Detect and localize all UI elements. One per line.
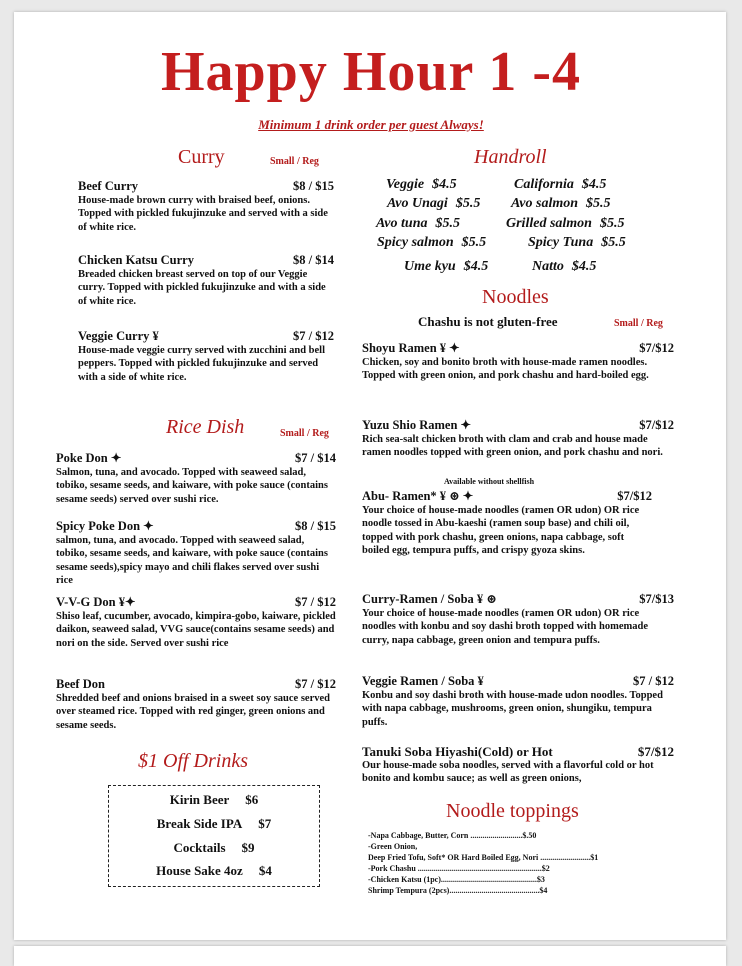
- handroll-price: $5.5: [435, 216, 460, 231]
- handroll-item: [386, 177, 457, 193]
- item-name: Veggie Ramen / Soba ¥: [362, 674, 484, 688]
- handroll-price: $5.5: [455, 196, 481, 211]
- topping-item: -Chicken Katsu (1pc)................................................$3: [368, 875, 545, 884]
- handroll-price: $4.5: [463, 259, 489, 274]
- handroll-item: [528, 235, 626, 251]
- handroll-item: [514, 177, 606, 193]
- handroll-name: Spicy salmon: [377, 235, 454, 250]
- handroll-price: $4.5: [581, 177, 607, 192]
- handroll-name: California: [514, 177, 574, 192]
- handroll-item: [376, 216, 460, 232]
- toppings-list: [368, 830, 668, 896]
- menu-item: [56, 452, 336, 506]
- handroll-price: $5.5: [599, 216, 625, 231]
- handroll-price: $5.5: [586, 196, 611, 211]
- topping-item: Deep Fried Tofu, Soft* OR Hard Boiled Egg, Nori .........................$1: [368, 853, 599, 862]
- drink-name: House Sake 4oz: [156, 863, 243, 878]
- handroll-name: Avo tuna: [376, 216, 428, 231]
- item-price: $7/$12: [637, 744, 674, 759]
- drink-item: [109, 863, 319, 879]
- item-name: Tanuki Soba Hiyashi(Cold) or Hot: [362, 744, 553, 759]
- toppings-heading: Noodle toppings: [446, 800, 579, 822]
- item-description: Breaded chicken breast served on top of our Veggie curry. Topped with pickled fukujinzuke and with a side of white rice.: [78, 268, 326, 307]
- item-price: $7 / $12: [295, 677, 336, 691]
- handroll-item: [377, 235, 486, 251]
- item-price: $7/$13: [639, 592, 674, 606]
- handroll-item: [511, 196, 611, 212]
- item-name: Abu- Ramen* ¥ ⊛ ✦: [362, 489, 474, 503]
- handroll-name: Grilled salmon: [506, 216, 592, 231]
- noodles-size-label: Small / Reg: [614, 318, 663, 329]
- page-title: Happy Hour 1 -4: [160, 41, 582, 103]
- menu-item: [78, 330, 334, 384]
- drink-price: $4: [258, 863, 272, 878]
- item-description: Salmon, tuna, and avocado. Topped with seaweed salad, tobiko, sesame seeds, and kaiware, with poke sauce (contains sesame seeds) served over sushi rice.: [56, 466, 328, 505]
- item-name: Curry-Ramen / Soba ¥ ⊛: [362, 592, 497, 606]
- item-description: Our house-made soba noodles, served with a flavorful cold or hot bonito and kombu sauce; as well as green onions,: [362, 759, 654, 784]
- item-price: $7/$12: [639, 341, 674, 355]
- drink-name: Break Side IPA: [156, 816, 243, 831]
- item-name: Beef Curry: [78, 179, 139, 193]
- chashu-note: Chashu is not gluten-free: [418, 314, 558, 329]
- handroll-name: Natto: [532, 259, 564, 274]
- item-price: $7 / $12: [633, 674, 674, 688]
- item-description: salmon, tuna, and avocado. Topped with seaweed salad, tobiko, sesame seeds, and kaiware, with poke sauce (contains sesame seeds),spicy mayo and chili flakes served over sushi rice: [56, 534, 328, 586]
- handroll-price: $4.5: [432, 177, 457, 192]
- item-price: $8 / $15: [295, 519, 336, 533]
- menu-item: [78, 254, 334, 308]
- rice-heading: Rice Dish: [166, 416, 245, 438]
- item-price: $7/$12: [639, 418, 674, 432]
- handroll-item: [506, 216, 624, 232]
- item-price: $8 / $14: [293, 253, 334, 267]
- handroll-item: [387, 196, 480, 212]
- handroll-name: Spicy Tuna: [528, 235, 594, 250]
- drink-item: [109, 840, 319, 856]
- topping-item: -Pork Chashu ..............................................................$2: [368, 864, 550, 873]
- menu-item: [362, 342, 674, 383]
- menu-item: [56, 678, 336, 732]
- handroll-item: [532, 259, 596, 275]
- menu-item: [362, 490, 652, 558]
- drink-price: $9: [241, 840, 255, 855]
- item-price: $8 / $15: [293, 179, 334, 193]
- handroll-heading: Handroll: [474, 146, 547, 168]
- shellfish-note: Available without shellfish: [444, 477, 535, 486]
- curry-size-label: Small / Reg: [270, 156, 319, 167]
- item-description: House-made veggie curry served with zucchini and bell peppers. Topped with pickled fukujinzuke and served with a side of white rice.: [78, 344, 326, 383]
- item-name: V-V-G Don ¥✦: [56, 595, 136, 609]
- item-price: $7 / $12: [293, 329, 334, 343]
- item-description: Your choice of house-made noodles (ramen OR udon) OR rice noodles with konbu and soy dashi broth topped with homemade curry, napa cabbage, green onion and tempura puffs.: [362, 607, 649, 646]
- menu-item: [362, 675, 674, 729]
- rice-size-label: Small / Reg: [280, 428, 329, 439]
- item-name: Spicy Poke Don ✦: [56, 519, 154, 533]
- handroll-item: [404, 259, 488, 275]
- drink-name: Cocktails: [173, 840, 226, 855]
- item-description: House-made brown curry with braised beef, onions. Topped with pickled fukujinzuke and served with a side of white rice.: [78, 194, 328, 233]
- drink-item: [109, 816, 319, 832]
- menu-item: [362, 745, 674, 786]
- handroll-name: Ume kyu: [404, 259, 456, 274]
- curry-heading: Curry: [178, 146, 225, 168]
- drinks-box: [108, 785, 320, 887]
- item-description: Konbu and soy dashi broth with house-made udon noodles. Topped with napa cabbage, mushrooms, green onion, shungiku, tempura puffs.: [362, 689, 663, 728]
- next-page-edge: [14, 946, 726, 966]
- item-name: Shoyu Ramen ¥ ✦: [362, 341, 460, 355]
- handroll-name: Avo salmon: [511, 196, 579, 211]
- minimum-order-note: Minimum 1 drink order per guest Always!: [258, 117, 484, 132]
- handroll-name: Veggie: [386, 177, 425, 192]
- item-description: Shiso leaf, cucumber, avocado, kimpira-gobo, kaiware, pickled daikon, seaweed salad, VVG sauce(contains sesame seeds) and nori on the side. Served over sushi rice: [56, 610, 336, 649]
- drink-price: $6: [245, 792, 259, 807]
- drink-price: $7: [258, 816, 272, 831]
- handroll-name: Avo Unagi: [387, 196, 448, 211]
- handroll-price: $4.5: [571, 259, 597, 274]
- handroll-price: $5.5: [601, 235, 626, 250]
- item-price: $7/$12: [617, 489, 652, 503]
- topping-item: -Napa Cabbage, Butter, Corn ..........................$.50: [368, 831, 537, 840]
- item-name: Veggie Curry ¥: [78, 329, 159, 343]
- drink-name: Kirin Beer: [169, 792, 230, 807]
- drinks-heading: $1 Off Drinks: [138, 750, 248, 772]
- menu-item: [56, 520, 336, 588]
- item-description: Chicken, soy and bonito broth with house-made ramen noodles. Topped with green onion, and pork chashu and hard-boiled egg.: [362, 356, 649, 381]
- item-name: Poke Don ✦: [56, 451, 122, 465]
- handroll-price: $5.5: [461, 235, 487, 250]
- noodles-heading: Noodles: [482, 286, 549, 308]
- item-description: Your choice of house-made noodles (ramen OR udon) OR rice noodle tossed in Abu-kaeshi (ramen soup base) and chili oil, topped with pork chashu, green onions, napa cabbage, soft boiled egg, tempura puffs, and crispy gyoza skins.: [362, 504, 640, 556]
- menu-item: [56, 596, 336, 650]
- item-price: $7 / $12: [295, 595, 336, 609]
- drink-item: [109, 792, 319, 808]
- item-description: Rich sea-salt chicken broth with clam and crab and house made ramen noodles topped with green onion, and pork chashu and nori.: [362, 433, 663, 458]
- topping-item: Shrimp Tempura (2pcs).............................................$4: [368, 886, 548, 895]
- menu-item: [362, 593, 674, 647]
- topping-item: -Green Onion,: [368, 842, 418, 851]
- item-name: Yuzu Shio Ramen ✦: [362, 418, 471, 432]
- item-price: $7 / $14: [295, 451, 336, 465]
- item-name: Beef Don: [56, 677, 105, 691]
- menu-item: [78, 180, 334, 234]
- item-name: Chicken Katsu Curry: [78, 253, 194, 267]
- item-description: Shredded beef and onions braised in a sweet soy sauce served over steamed rice. Topped with red ginger, green onions and sesame seeds.: [56, 692, 330, 731]
- menu-item: [362, 419, 674, 460]
